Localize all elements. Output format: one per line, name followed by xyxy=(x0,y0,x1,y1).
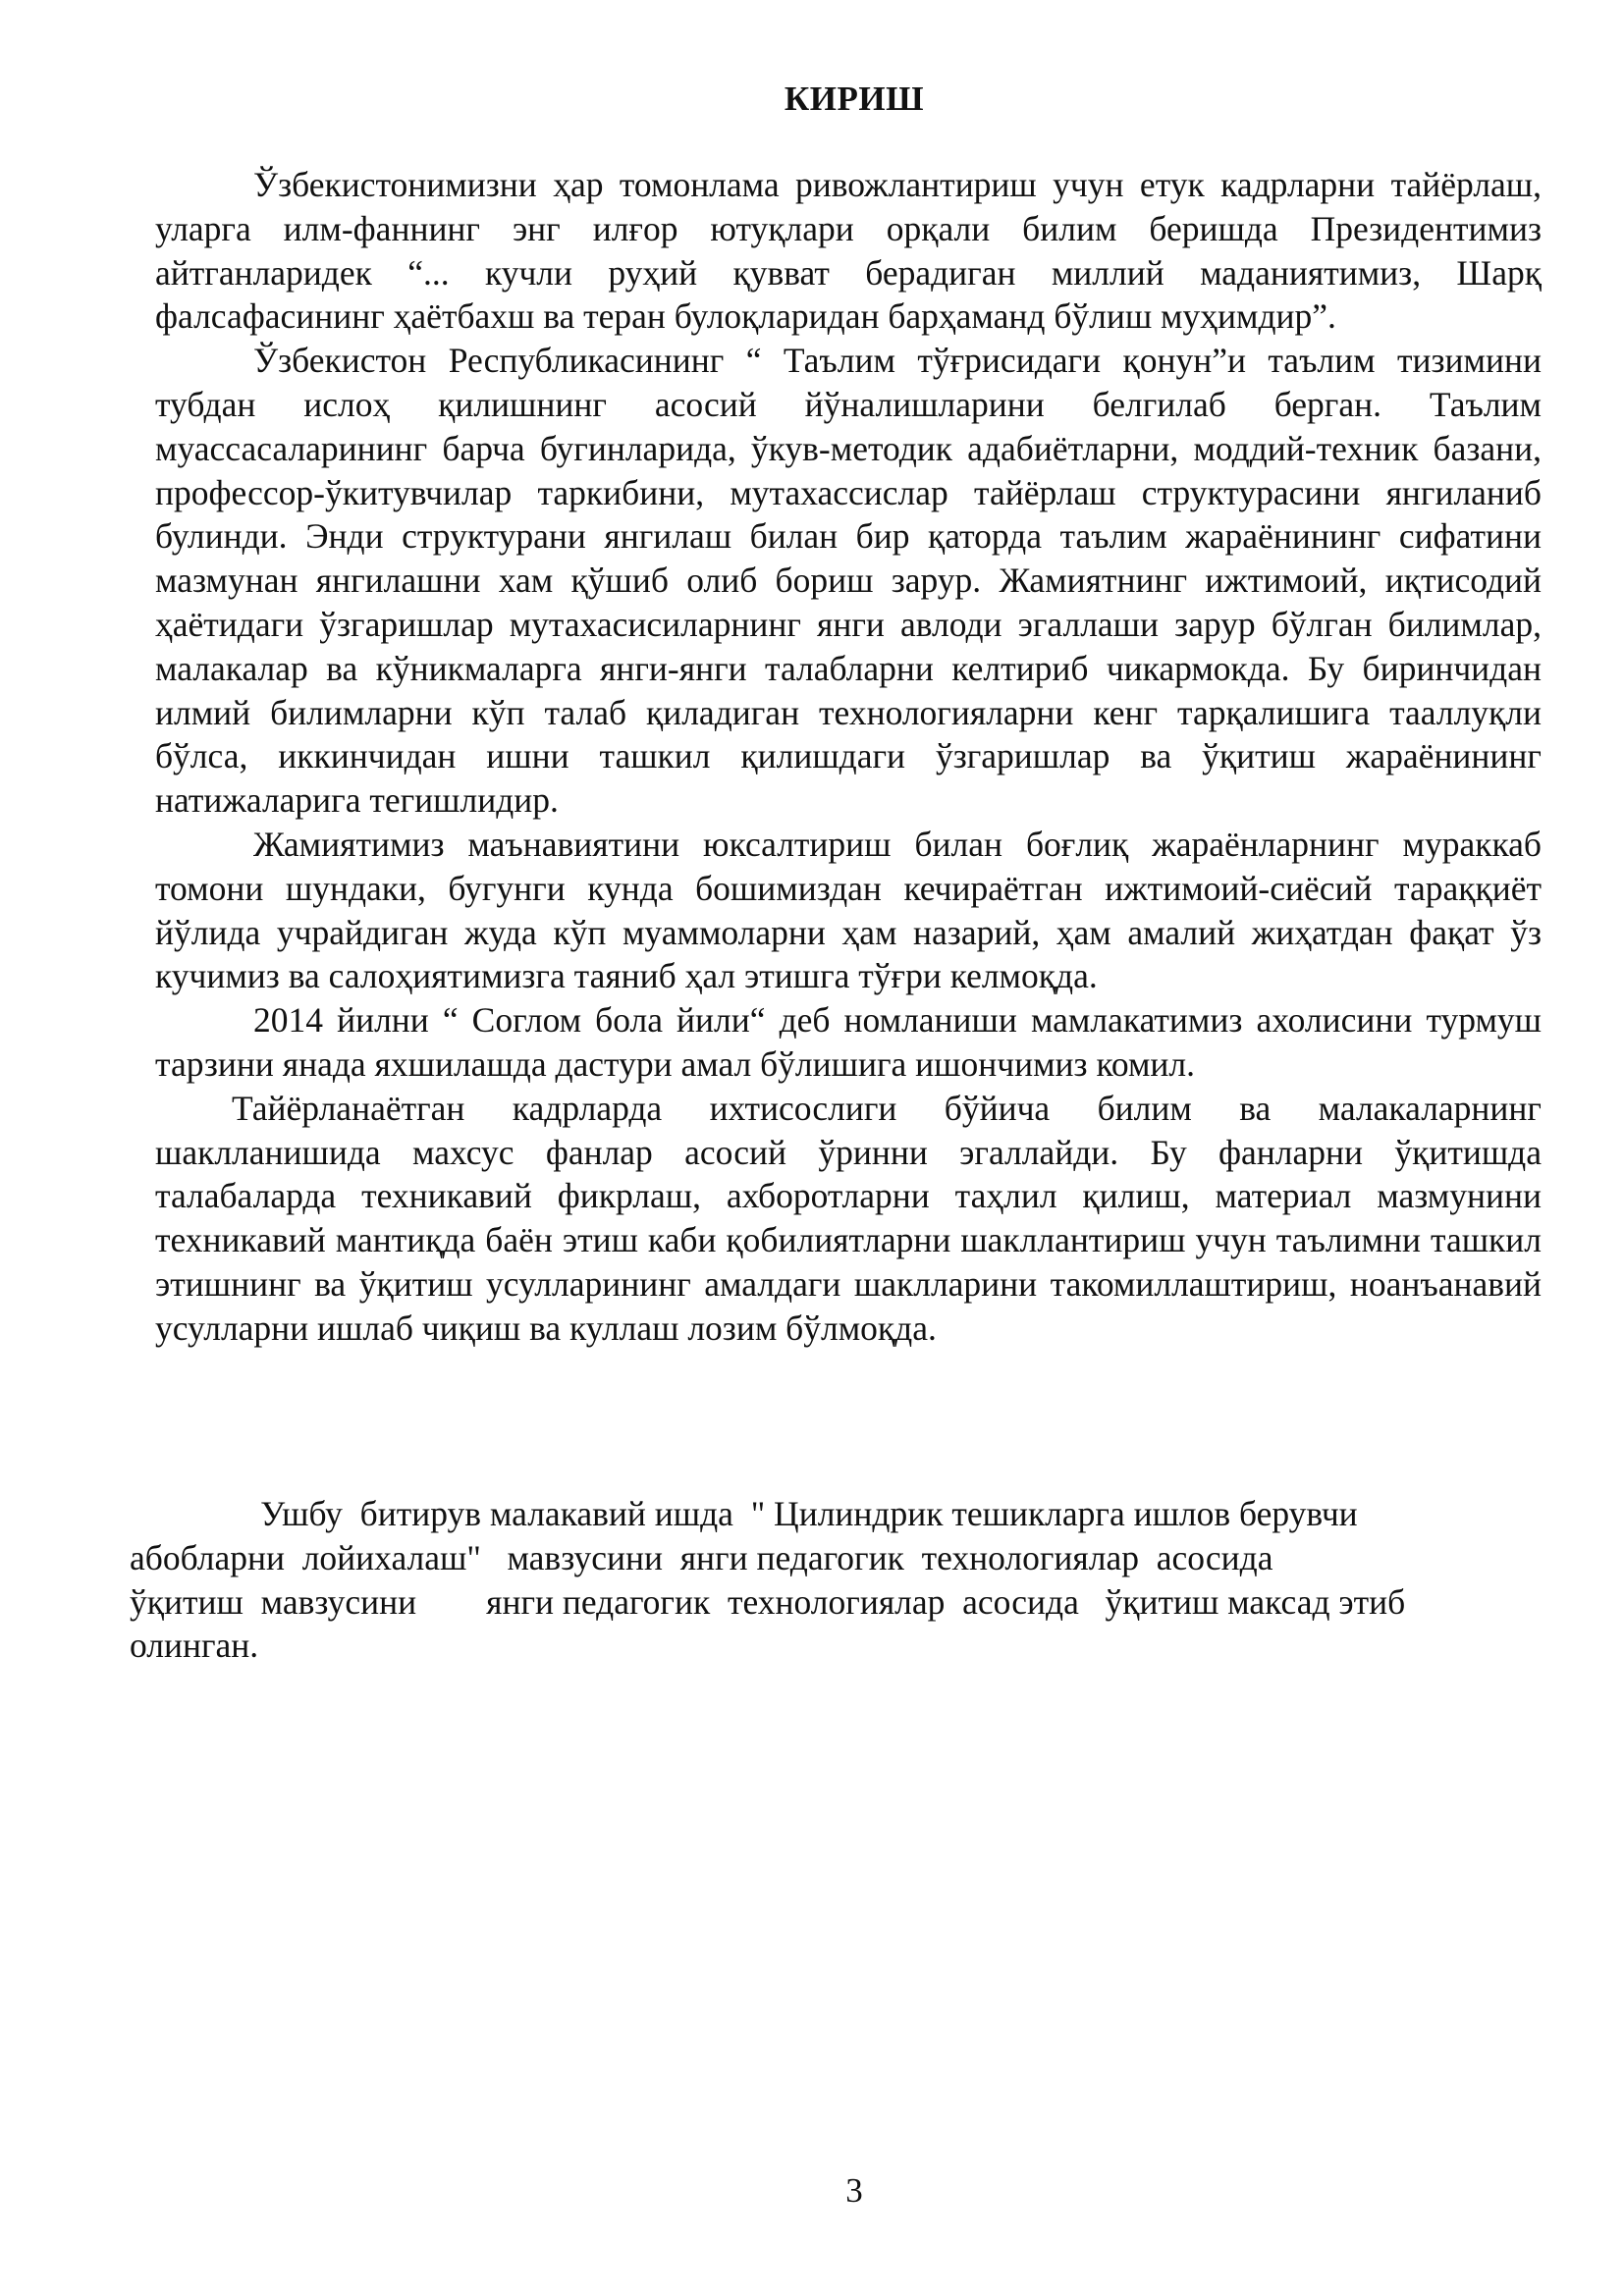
final-paragraph xyxy=(130,1492,1553,1668)
paragraph-4: 2014 йилни “ Соглом бола йили“ деб номланиши мамлакатимиз ахолисини турмуш тарзини янада яхшилашда дастури амал бўлишига ишончимиз комил. xyxy=(155,1000,1542,1084)
page-number: 3 xyxy=(845,2171,863,2210)
paragraph-3: Жамиятимиз маънавиятини юксалтириш билан боғлиқ жараёнларнинг мураккаб томони шундаки, бугунги кунда бошимиздан кечираётган ижтимоий-сиёсий тараққиёт йўлида учрайдиган жуда кўп муаммоларни ҳам назарий, ҳам амалий жиҳатдан фақат ўз кучимиз ва салоҳиятимизга таяниб ҳал этишга тўғри келмоқда. xyxy=(155,824,1542,996)
document-body xyxy=(155,163,1542,1351)
final-line-4: олинган. xyxy=(130,1626,259,1666)
final-line-1: Ушбу битирув малакавий ишда " Цилиндрик тешикларга ишлов берувчи xyxy=(130,1494,1358,1533)
paragraph-5: Тайёрланаётган кадрларда ихтисослиги бўйича билим ва малакаларнинг шаклланишида махсус фанлар асосий ўринни эгаллайди. Бу фанларни ўқитишда талабаларда техникавий фикрлаш, ахборотларни таҳлил қилиш, материал мазмунини техникавий мантиқда баён этиш каби қобилиятларни шакллантириш учун таълимни ташкил этишнинг ва ўқитиш усулларининг амалдаги шаклларини такомиллаштириш, ноанъанавий усулларни ишлаб чиқиш ва куллаш лозим бўлмоқда. xyxy=(155,1088,1542,1348)
final-line-2: абобларни лойихалаш" мавзусини янги педагогик технологиялар асосида xyxy=(130,1537,1273,1577)
page-title: КИРИШ xyxy=(784,80,925,118)
final-line-3: ўқитиш мавзусини янги педагогик технологиялар асосида ўқитиш максад этиб xyxy=(130,1581,1406,1622)
paragraph-2: Ўзбекистон Республикасининг “ Таълим тўғрисидаги қонун”и таълим тизимини тубдан ислоҳ қилишнинг асосий йўналишларини белгилаб берган. Таълим муассасаларининг барча бугинларида, ўкув-методик адабиётларни, моддий-техник базани, профессор-ўкитувчилар таркибини, мутахассислар тайёрлаш структурасини янгиланиб булинди. Энди структурани янгилаш билан бир қаторда таълим жараёнининг сифатини мазмунан янгилашни хам қўшиб олиб бориш зарур. Жамиятнинг ижтимоий, иқтисодий ҳаётидаги ўзгаришлар мутахасисиларнинг янги авлоди эгаллаши зарур бўлган билимлар, малакалар ва кўникмаларга янги-янги талабларни келтириб чикармокда. Бу биринчидан илмий билимларни кўп талаб қиладиган технологияларни кенг тарқалишига тааллуқли бўлса, иккинчидан ишни ташкил қилишдаги ўзгаришлар ва ўқитиш жараёнининг натижаларига тегишлидир. xyxy=(155,341,1542,821)
paragraph-1: Ўзбекистонимизни ҳар томонлама ривожлантириш учун етук кадрларни тайёрлаш, уларга илм-фаннинг энг илғор ютуқлари орқали билим беришда Президентимиз айтганларидек “... кучли руҳий қувват берадиган миллий маданиятимиз, Шарқ фалсафасининг ҳаётбахш ва теран булоқларидан барҳаманд бўлиш муҳимдир”. xyxy=(155,165,1542,337)
